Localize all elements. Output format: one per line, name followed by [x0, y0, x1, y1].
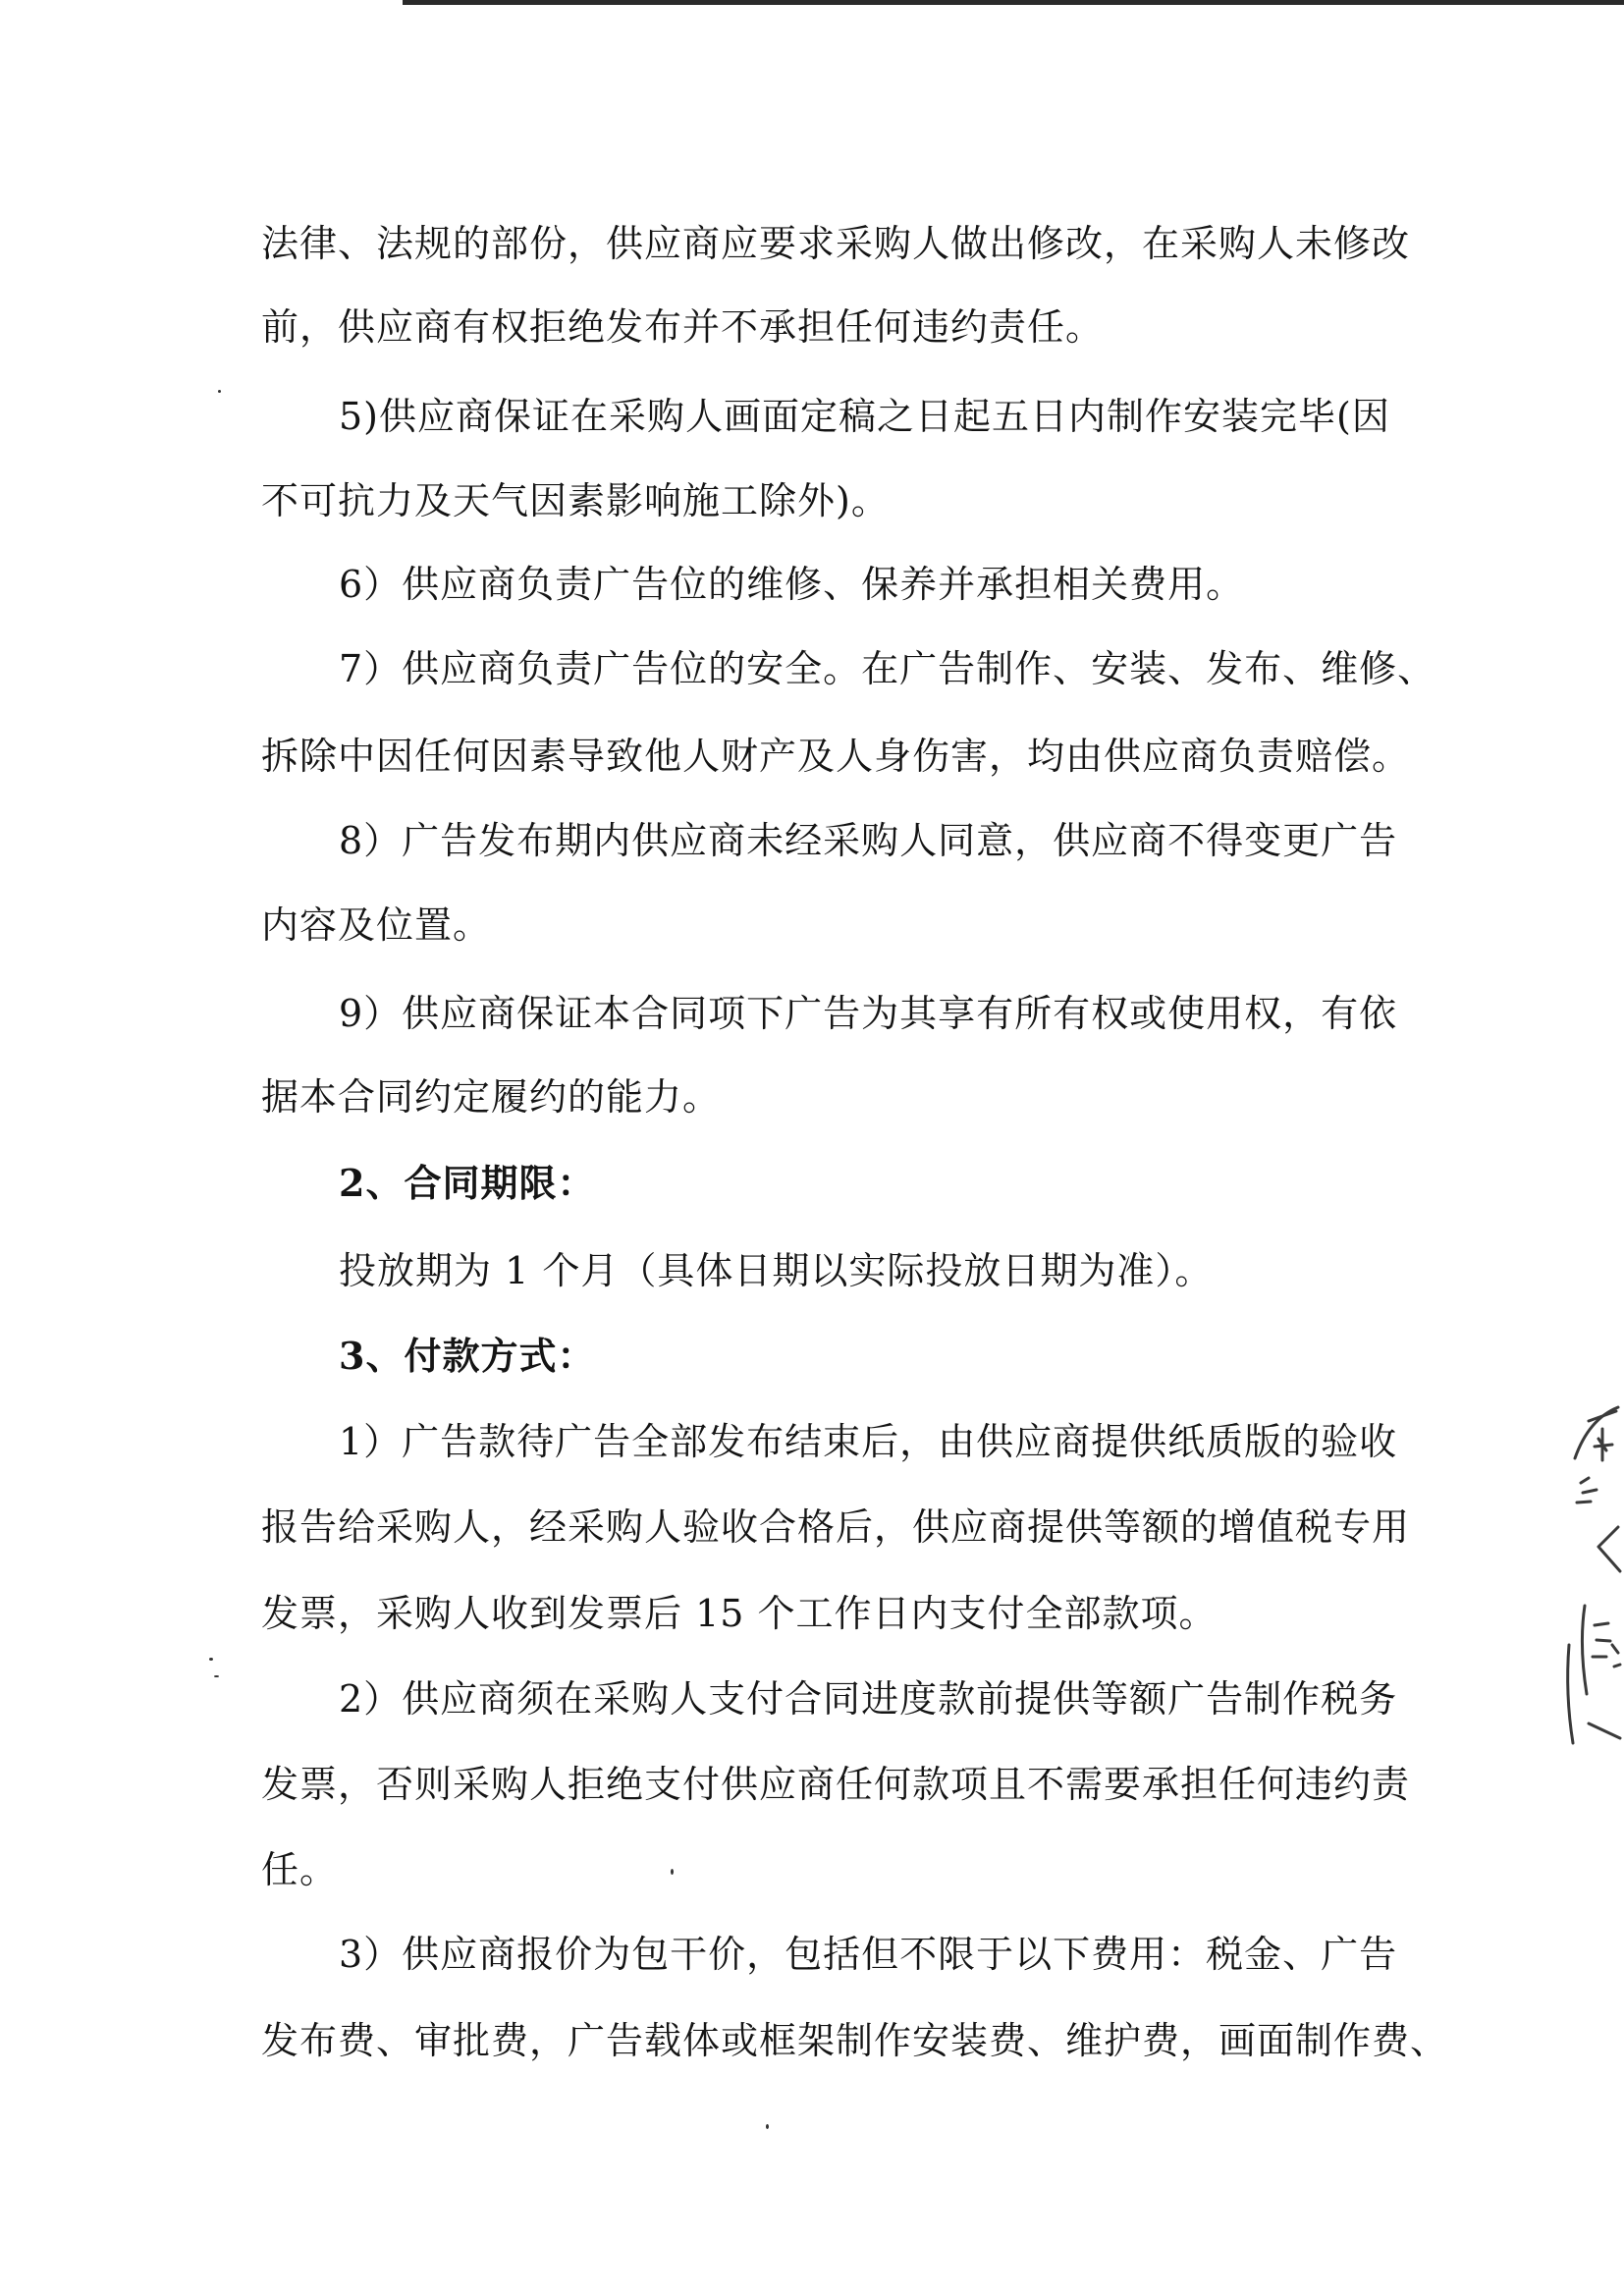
text-line: 8）广告发布期内供应商未经采购人同意，供应商不得变更广告: [339, 819, 1398, 862]
text-line: 内容及位置。: [261, 903, 492, 947]
text-line: 7）供应商负责广告位的安全。在广告制作、安装、发布、维修、: [339, 647, 1436, 690]
text-line: 1）广告款待广告全部发布结束后，由供应商提供纸质版的验收: [339, 1420, 1398, 1463]
text-line: 2）供应商须在采购人支付合同进度款前提供等额广告制作税务: [339, 1677, 1398, 1721]
text-line: 拆除中因任何因素导致他人财产及人身伤害，均由供应商负责赔偿。: [261, 735, 1411, 778]
text-line: 6）供应商负责广告位的维修、保养并承担相关费用。: [339, 563, 1245, 606]
text-line: 发票，采购人收到发票后 15 个工作日内支付全部款项。: [261, 1592, 1218, 1635]
scan-speck: [218, 390, 221, 393]
seal-stamp-fragment: [1559, 1399, 1624, 1753]
section-heading: 2、合同期限：: [339, 1161, 596, 1205]
scan-speck: [766, 2124, 769, 2129]
text-line: 据本合同约定履约的能力。: [261, 1075, 722, 1119]
text-line: 5)供应商保证在采购人画面定稿之日起五日内制作安装完毕(因: [339, 395, 1390, 438]
text-line: 任。: [261, 1848, 339, 1891]
text-line: 报告给采购人，经采购人验收合格后，供应商提供等额的增值税专用: [261, 1505, 1411, 1549]
top-scan-border: [403, 0, 1624, 5]
text-line: 前，供应商有权拒绝发布并不承担任何违约责任。: [261, 305, 1105, 349]
section-heading: 3、付款方式：: [339, 1334, 596, 1378]
text-line: 发票，否则采购人拒绝支付供应商任何款项且不需要承担任何违约责: [261, 1763, 1411, 1806]
scan-speck: [209, 1658, 213, 1661]
text-line: 3）供应商报价为包干价，包括但不限于以下费用：税金、广告: [339, 1933, 1398, 1976]
text-line: 发布费、审批费，广告载体或框架制作安装费、维护费，画面制作费、: [261, 2019, 1449, 2062]
text-line: 法律、法规的部份，供应商应要求采购人做出修改，在采购人未修改: [261, 222, 1411, 265]
text-line: 投放期为 1 个月（具体日期以实际投放日期为准）。: [339, 1249, 1214, 1292]
text-line: 不可抗力及天气因素影响施工除外)。: [261, 479, 890, 522]
scan-speck: [671, 1869, 674, 1875]
scan-speck: [214, 1675, 219, 1677]
text-line: 9）供应商保证本合同项下广告为其享有所有权或使用权，有依: [339, 992, 1398, 1035]
